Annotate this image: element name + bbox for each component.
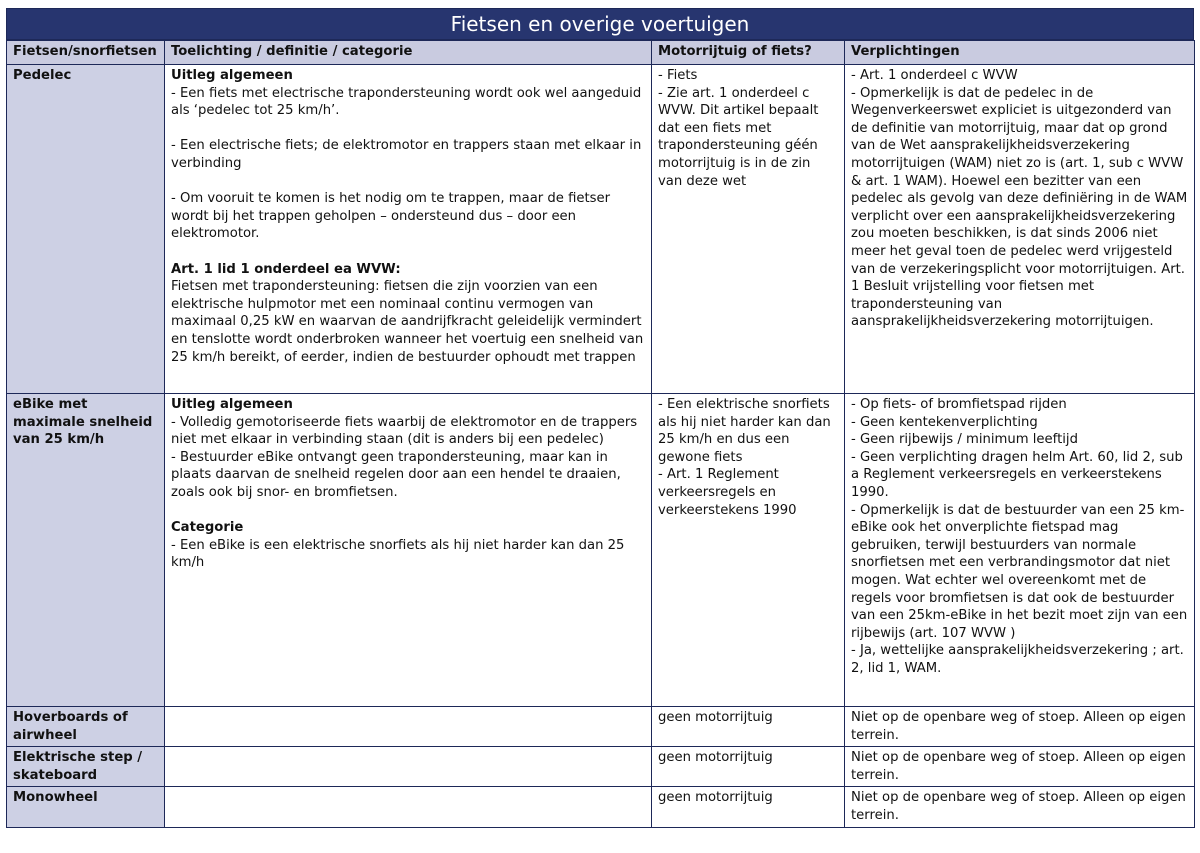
vehicle-table-frame (6, 8, 1194, 828)
table-row (7, 707, 1195, 747)
toelichting-cell (165, 787, 652, 827)
paragraph: - Een fiets met electrische trapondersteuning wordt ook wel aangeduid als ‘pedelec tot 25 km/h’. (171, 85, 642, 119)
verplichtingen-cell: Niet op de openbare weg of stoep. Alleen op eigen terrein. (845, 707, 1195, 747)
header-motorrijtuig: Motorrijtuig of fiets? (652, 41, 845, 65)
paragraph: - Een eBike is een elektrische snorfiets als hij niet harder kan dan 25 km/h (171, 537, 625, 571)
header-verplichtingen: Verplichtingen (845, 41, 1195, 65)
toelichting-cell (165, 747, 652, 787)
toelichting-cell (165, 65, 652, 394)
section-heading: Art. 1 lid 1 onderdeel ea WVW: (171, 261, 401, 277)
section-heading: Uitleg algemeen (171, 397, 293, 412)
header-toelichting: Toelichting / definitie / categorie (165, 41, 652, 65)
table-row (7, 65, 1195, 394)
header-row (7, 41, 1195, 65)
motorrijtuig-cell: - Fiets - Zie art. 1 onderdeel c WVW. Dit artikel bepaalt dat een fiets met trapondersteuning géén motorrijtuig is in de zin van deze wet (652, 65, 845, 394)
motorrijtuig-cell: - Een elektrische snorfiets als hij niet harder kan dan 25 km/h en dus een gewone fiets - Art. 1 Reglement verkeersregels en verkeerstekens 1990 (652, 394, 845, 707)
section-heading: Uitleg algemeen (171, 68, 293, 83)
verplichtingen-cell: Niet op de openbare weg of stoep. Alleen op eigen terrein. (845, 787, 1195, 827)
motorrijtuig-cell: geen motorrijtuig (652, 707, 845, 747)
paragraph: Fietsen met trapondersteuning: fietsen die zijn voorzien van een elektrische hulpmotor met een nominaal continu vermogen van maximaal 0,25 kW en waarvan de aandrijfkracht geleidelijk vermindert en tenslotte wordt onderbroken wanneer het voertuig een snelheid van 25 km/h bereikt, of eerder, indien de bestuurder ophoudt met trappen (171, 279, 644, 365)
vehicle-table (6, 40, 1195, 828)
table-row (7, 747, 1195, 787)
row-name: Pedelec (7, 65, 165, 394)
paragraph: - Volledig gemotoriseerde fiets waarbij de elektromotor en de trappers niet met elkaar in verbinding staan (dit is anders bij een pedelec) - Bestuurder eBike ontvangt geen trapondersteuning, maar kan in plaats daarvan de snelheid regelen door aan een hendel te draaien, zoals ook bij snor- en bromfietsen. (171, 414, 638, 500)
toelichting-cell (165, 707, 652, 747)
toelichting-cell (165, 394, 652, 707)
paragraph: - Een electrische fiets; de elektromotor en trappers staan met elkaar in verbinding (171, 138, 642, 171)
row-name: Hoverboards of airwheel (7, 707, 165, 747)
table-row (7, 787, 1195, 827)
row-name: Monowheel (7, 787, 165, 827)
section-heading: Categorie (171, 520, 244, 536)
motorrijtuig-cell: geen motorrijtuig (652, 787, 845, 827)
paragraph: - Om vooruit te komen is het nodig om te trappen, maar de fietser wordt bij het trappen geholpen – ondersteund dus – door een elektromotor. (171, 191, 611, 242)
row-name: eBike met maximale snelheid van 25 km/h (7, 394, 165, 707)
table-title: Fietsen en overige voertuigen (6, 8, 1194, 40)
table-row (7, 394, 1195, 707)
header-fietsen: Fietsen/snorfietsen (7, 41, 165, 65)
row-name: Elektrische step / skateboard (7, 747, 165, 787)
verplichtingen-cell: - Op fiets- of bromfietspad rijden - Geen kentekenverplichting - Geen rijbewijs / minimum leeftijd - Geen verplichting dragen helm Art. 60, lid 2, sub a Reglement verkeersregels en verkeerstekens 1990. - Opmerkelijk is dat de bestuurder van een 25 km-eBike ook het onverplichte fietspad mag gebruiken, terwijl bestuurders van normale snorfietsen met een verbrandingsmotor dat niet mogen. Wat echter wel overeenkomt met de regels voor bromfietsen is dat ook de bestuurder van een 25km-eBike in het bezit moet zijn van een rijbewijs (art. 107 WVW ) - Ja, wettelijke aansprakelijkheidsverzekering ; art. 2, lid 1, WAM. (845, 394, 1195, 707)
verplichtingen-cell: - Art. 1 onderdeel c WVW - Opmerkelijk is dat de pedelec in de Wegenverkeerswet expliciet is uitgezonderd van de definitie van motorrijtuig, maar dat op grond van de Wet aansprakelijkheidsverzekering motorrijtuigen (WAM) niet zo is (art. 1, sub c WVW & art. 1 WAM). Hoewel een bezitter van een pedelec als gevolg van deze definiëring in de WAM verplicht over een aansprakelijkheidsverzekering zou moeten beschikken, is dat sinds 2006 niet meer het geval toen de pedelec werd vrijgesteld van de verzekeringsplicht voor motorrijtuigen. Art. 1 Besluit vrijstelling voor fietsen met trapondersteuning van aansprakelijkheidsverzekering motorrijtuigen. (845, 65, 1195, 394)
motorrijtuig-cell: geen motorrijtuig (652, 747, 845, 787)
verplichtingen-cell: Niet op de openbare weg of stoep. Alleen op eigen terrein. (845, 747, 1195, 787)
